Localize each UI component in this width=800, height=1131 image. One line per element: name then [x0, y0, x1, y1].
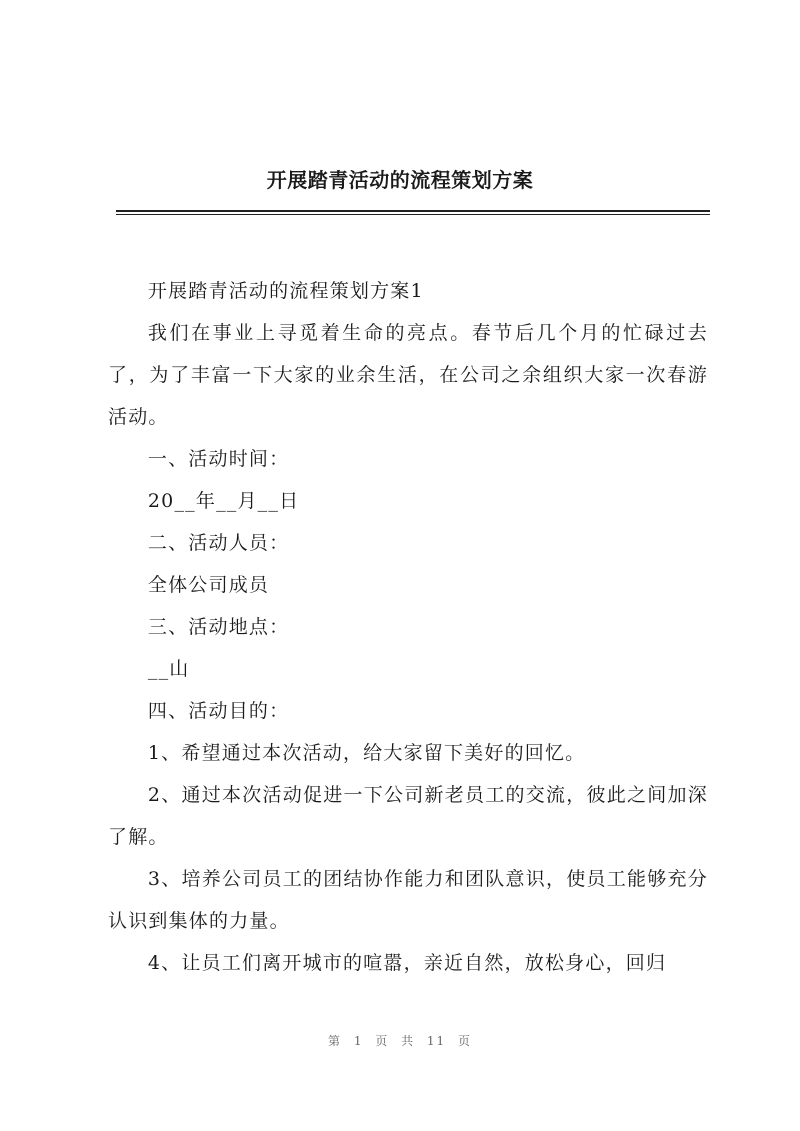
location-heading: 三、活动地点： [147, 616, 290, 638]
time-heading: 一、活动时间： [147, 448, 290, 470]
purpose-item-3: 3、培养公司员工的团结协作能力和团队意识，使员工能够充分认识到集体的力量。 [108, 868, 708, 932]
people-value: 全体公司成员 [147, 574, 270, 596]
intro-paragraph: 我们在事业上寻觅着生命的亮点。春节后几个月的忙碌过去了，为了丰富一下大家的业余生活，在公司之余组织大家一次春游活动。 [108, 322, 708, 428]
time-value: 20__年__月__日 [147, 490, 300, 512]
people-heading: 二、活动人员： [147, 532, 290, 554]
document-body [108, 270, 708, 984]
section-heading: 开展踏青活动的流程策划方案1 [147, 280, 424, 302]
purpose-item-2: 2、通过本次活动促进一下公司新老员工的交流，彼此之间加深了解。 [108, 784, 708, 848]
purpose-heading: 四、活动目的： [147, 700, 290, 722]
location-value: __山 [147, 658, 190, 680]
title-divider [116, 210, 710, 215]
purpose-item-4: 4、让员工们离开城市的喧嚣，亲近自然，放松身心，回归 [147, 952, 667, 974]
document-title: 开展踏青活动的流程策划方案 [266, 168, 534, 192]
page-number-footer: 第 1 页 共 11 页 [328, 1034, 472, 1048]
purpose-item-1: 1、希望通过本次活动，给大家留下美好的回忆。 [147, 742, 586, 764]
